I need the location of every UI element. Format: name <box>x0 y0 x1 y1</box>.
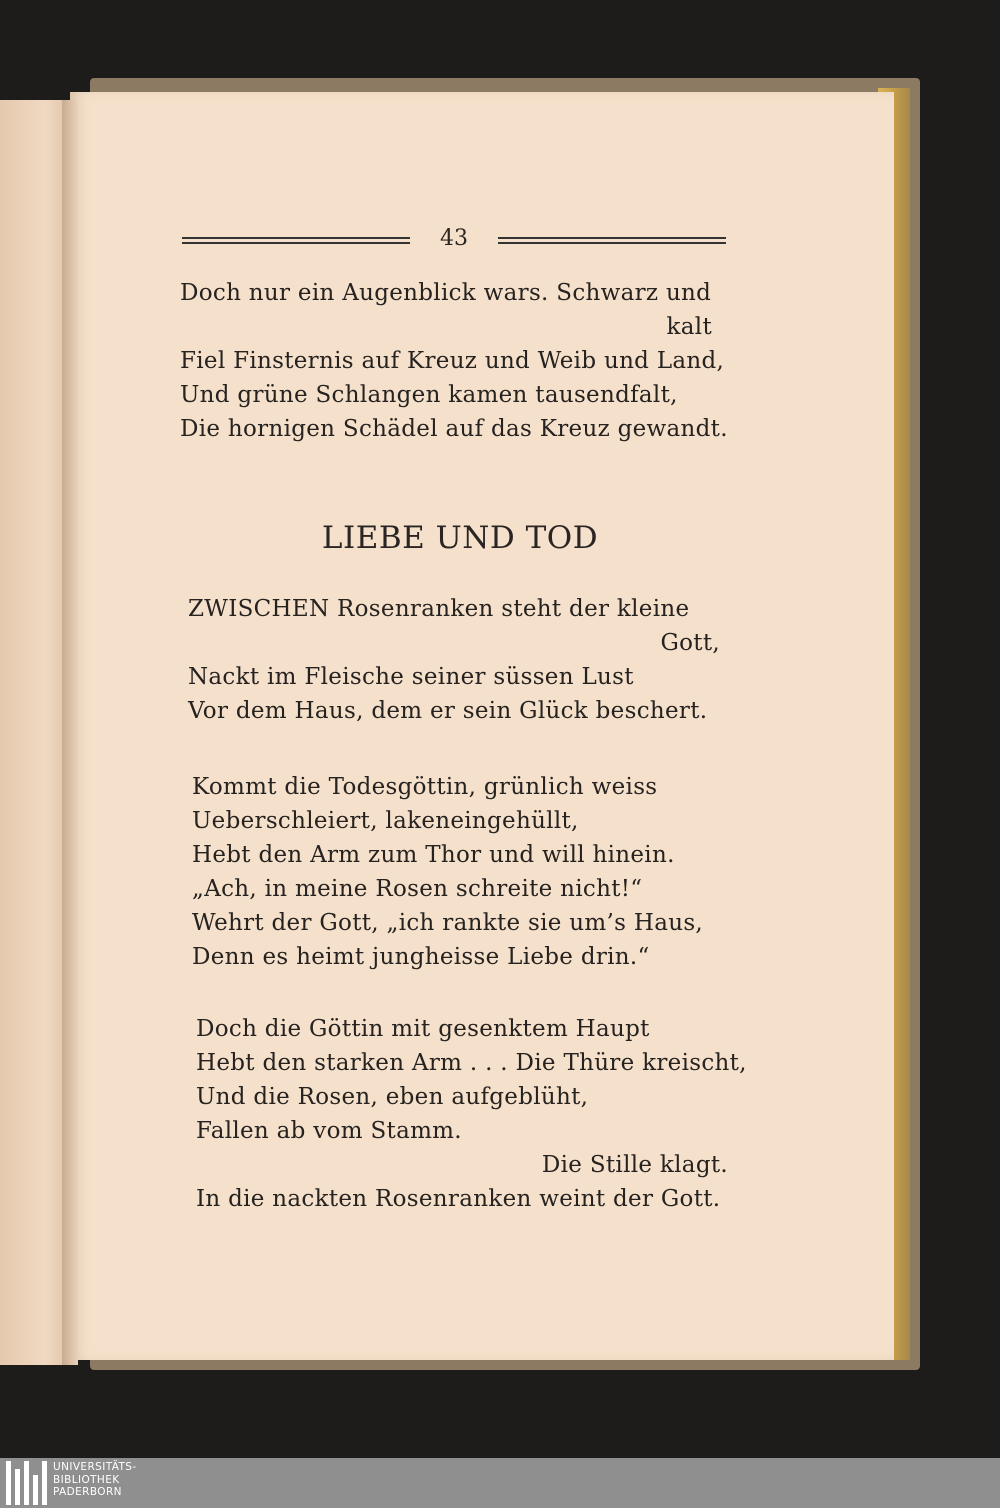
verse-line: Die hornigen Schädel auf das Kreuz gewandt. <box>180 416 728 442</box>
library-logo-icon <box>6 1461 46 1505</box>
stanza-2 <box>192 770 752 974</box>
verse-line: Vor dem Haus, dem er sein Glück beschert. <box>188 698 708 724</box>
verse-line: Gott, <box>660 630 720 656</box>
verse-line: Ueberschleiert, lakeneingehüllt, <box>192 808 579 834</box>
header-rule-right <box>498 237 726 244</box>
verse-line: kalt <box>666 314 712 340</box>
verse-line: Kommt die Todesgöttin, grünlich weiss <box>192 774 658 800</box>
library-footer <box>0 1458 1000 1508</box>
verse-line: Und grüne Schlangen kamen tausendfalt, <box>180 382 678 408</box>
stanza-intro <box>180 276 740 446</box>
stanza-1 <box>188 592 748 728</box>
verse-line: Wehrt der Gott, „ich rankte sie um’s Haus, <box>192 910 704 936</box>
verse-line: ZWISCHEN Rosenranken steht der kleine <box>188 596 690 622</box>
verse-line: Denn es heimt jungheisse Liebe drin.“ <box>192 944 650 970</box>
stanza-3 <box>196 1012 756 1216</box>
verse-line: Fallen ab vom Stamm. <box>196 1118 462 1144</box>
library-name <box>53 1461 137 1499</box>
verse-line: Doch die Göttin mit gesenktem Haupt <box>196 1016 650 1042</box>
verse-line: Nackt im Fleische seiner süssen Lust <box>188 664 634 690</box>
verse-line: In die nackten Rosenranken weint der Gott. <box>196 1186 721 1212</box>
verse-line: Fiel Finsternis auf Kreuz und Weib und Land, <box>180 348 725 374</box>
book-gutter <box>62 100 78 1365</box>
verse-line: Hebt den Arm zum Thor und will hinein. <box>192 842 675 868</box>
library-name-line: PADERBORN <box>53 1486 122 1498</box>
library-name-line: UNIVERSITÄTS- <box>53 1461 137 1473</box>
verse-line: Doch nur ein Augenblick wars. Schwarz und <box>180 280 712 306</box>
page-number: 43 <box>440 226 468 251</box>
verse-line: „Ach, in meine Rosen schreite nicht!“ <box>192 876 643 902</box>
poem-title: LIEBE UND TOD <box>321 520 599 556</box>
page-header <box>182 226 726 256</box>
library-name-line: BIBLIOTHEK <box>53 1473 120 1486</box>
verse-line: Und die Rosen, eben aufgeblüht, <box>196 1084 589 1110</box>
verse-line: Hebt den starken Arm . . . Die Thüre kreischt, <box>196 1050 747 1076</box>
verse-line: Die Stille klagt. <box>541 1152 728 1178</box>
